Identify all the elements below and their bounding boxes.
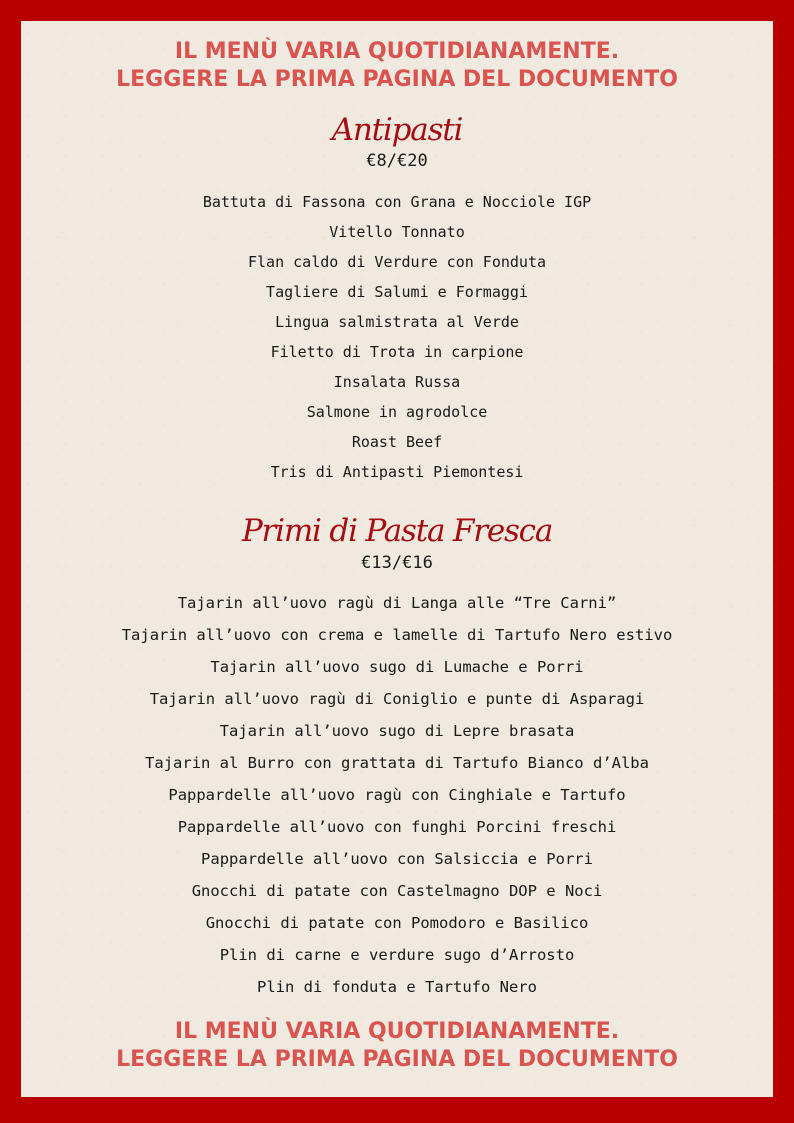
- notice-line-1: IL MENÙ VARIA QUOTIDIANAMENTE.: [174, 39, 620, 64]
- menu-item: Tajarin all’uovo con crema e lamelle di Tartufo Nero estivo: [121, 626, 673, 644]
- menu-item: Insalata Russa: [333, 373, 461, 391]
- notice-line-2: LEGGERE LA PRIMA PAGINA DEL DOCUMENTO: [116, 67, 678, 92]
- menu-item: Salmone in agrodolce: [306, 403, 488, 421]
- menu-item: Plin di carne e verdure sugo d’Arrosto: [219, 946, 575, 964]
- primi-list: [21, 587, 773, 1003]
- menu-item: Lingua salmistrata al Verde: [275, 313, 519, 331]
- menu-item: Battuta di Fassona con Grana e Nocciole IGP: [202, 193, 592, 211]
- menu-item: Vitello Tonnato: [329, 223, 465, 241]
- menu-item: Pappardelle all’uovo con Salsiccia e Porri: [201, 850, 593, 868]
- menu-item: Filetto di Trota in carpione: [270, 343, 524, 361]
- daily-menu-notice-top: [21, 38, 773, 94]
- menu-item: Flan caldo di Verdure con Fonduta: [247, 253, 546, 271]
- menu-item: Tajarin all’uovo sugo di Lumache e Porri: [210, 658, 584, 676]
- menu-item: Gnocchi di patate con Pomodoro e Basilico: [205, 914, 589, 932]
- primi-title: Primi di Pasta Fresca: [241, 513, 553, 549]
- menu-item: Tajarin all’uovo ragù di Langa alle “Tre Carni”: [177, 594, 617, 612]
- antipasti-list: [21, 187, 773, 487]
- menu-item: Tagliere di Salumi e Formaggi: [266, 283, 528, 301]
- menu-item: Roast Beef: [351, 433, 443, 451]
- antipasti-title: Antipasti: [331, 112, 463, 148]
- menu-item: Plin di fonduta e Tartufo Nero: [257, 978, 537, 996]
- menu-item: Tajarin all’uovo sugo di Lepre brasata: [219, 722, 575, 740]
- menu-item: Tajarin al Burro con grattata di Tartufo Bianco d’Alba: [145, 754, 649, 772]
- notice-line-2: LEGGERE LA PRIMA PAGINA DEL DOCUMENTO: [116, 1047, 678, 1072]
- daily-menu-notice-bottom: [21, 1018, 773, 1074]
- notice-line-1: IL MENÙ VARIA QUOTIDIANAMENTE.: [174, 1019, 620, 1044]
- primi-price: €13/€16: [361, 553, 433, 573]
- menu-item: Pappardelle all’uovo ragù con Cinghiale e Tartufo: [168, 786, 626, 804]
- menu-page: [21, 21, 773, 1097]
- antipasti-price: €8/€20: [366, 151, 428, 171]
- menu-item: Gnocchi di patate con Castelmagno DOP e Noci: [191, 882, 603, 900]
- menu-item: Tajarin all’uovo ragù di Coniglio e punte di Asparagi: [149, 690, 645, 708]
- menu-item: Pappardelle all’uovo con funghi Porcini freschi: [177, 818, 617, 836]
- menu-item: Tris di Antipasti Piemontesi: [270, 463, 524, 481]
